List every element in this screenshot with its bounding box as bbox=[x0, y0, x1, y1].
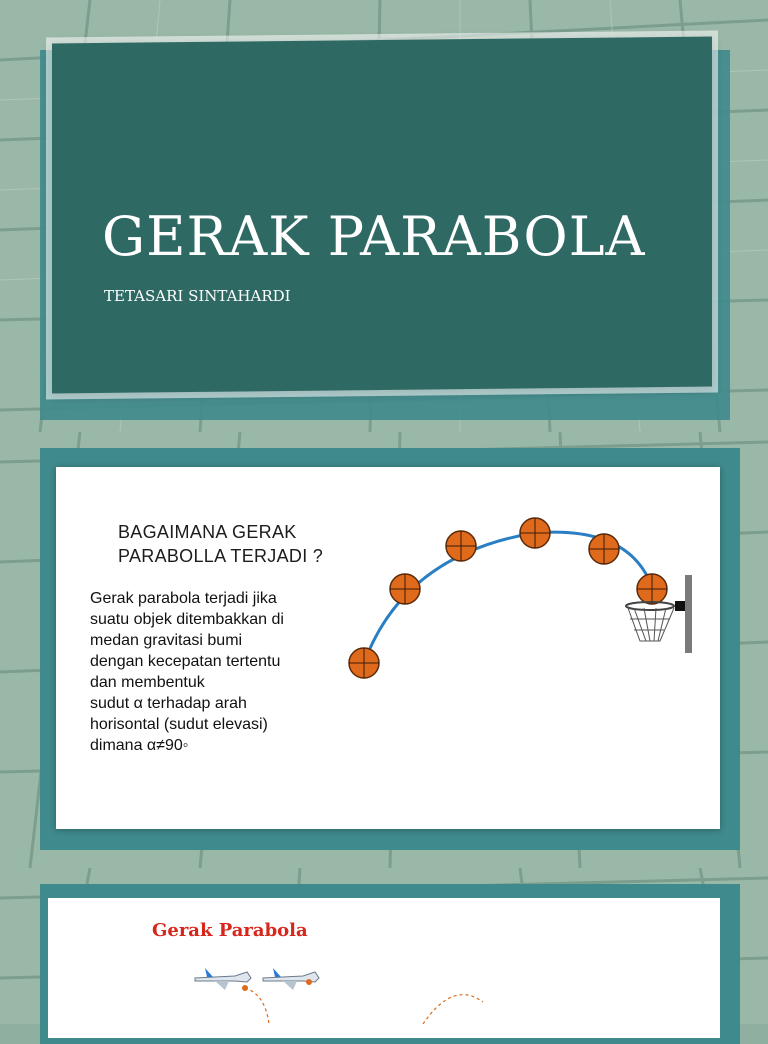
body-line: medan gravitasi bumi bbox=[90, 632, 243, 649]
slide2-heading bbox=[118, 520, 368, 568]
body-line: dan membentuk bbox=[90, 674, 205, 691]
drop-path bbox=[245, 988, 269, 1024]
dropped-object-icon bbox=[306, 979, 312, 985]
heading-line: BAGAIMANA GERAK bbox=[118, 522, 297, 542]
airplane-drop-illustration bbox=[185, 958, 485, 1024]
body-line: dengan kecepatan tertentu bbox=[90, 653, 281, 670]
basketball-icon bbox=[390, 574, 420, 604]
basketball-icon bbox=[520, 518, 550, 548]
slide3-title: Gerak Parabola bbox=[152, 920, 308, 941]
basketball-icon bbox=[589, 534, 619, 564]
presentation-title: GERAK PARABOLA bbox=[102, 205, 646, 268]
body-line: suatu objek ditembakkan di bbox=[90, 611, 284, 628]
body-line: horisontal (sudut elevasi) bbox=[90, 716, 268, 733]
airplane-icon bbox=[263, 968, 319, 990]
body-line: sudut α terhadap arah bbox=[90, 695, 247, 712]
basketball-icon bbox=[349, 648, 379, 678]
basketball-trajectory-illustration bbox=[344, 515, 700, 680]
basketball-icon bbox=[637, 574, 667, 604]
heading-line: PARABOLLA TERJADI ? bbox=[118, 546, 324, 566]
basketball-icon bbox=[446, 531, 476, 561]
slide2-body-text bbox=[90, 588, 342, 756]
body-line: dimana α≠90◦ bbox=[90, 737, 189, 754]
projectile-path bbox=[423, 995, 483, 1024]
author-name: TETASARI SINTAHARDI bbox=[104, 287, 291, 305]
body-line: Gerak parabola terjadi jika bbox=[90, 590, 277, 607]
